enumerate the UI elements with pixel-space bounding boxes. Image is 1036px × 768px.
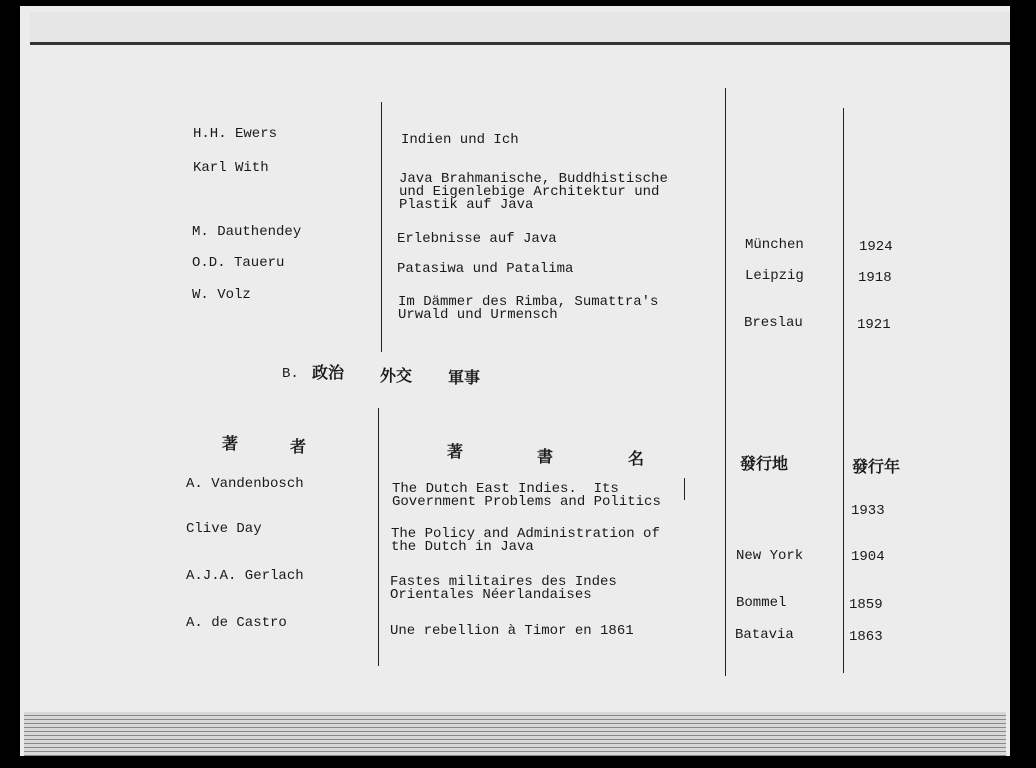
author-cell: M. Dauthendey: [192, 224, 302, 240]
header-title-char: 書: [537, 447, 554, 466]
header-title-char: 名: [628, 449, 645, 468]
year-cell: 1921: [857, 317, 891, 333]
title-cell: Java Brahmanische, Buddhistische und Eigenlebige Architektur und Plastik auf Java: [399, 171, 668, 213]
author-cell: H.H. Ewers: [193, 126, 278, 142]
title-cell: Une rebellion à Timor en 1861: [390, 623, 634, 639]
place-cell: Leipzig: [745, 268, 804, 284]
column-divider-place-year: [843, 108, 844, 673]
section-b-word-military: 軍事: [448, 368, 481, 387]
author-cell: A. de Castro: [186, 615, 287, 631]
header-author-char: 者: [290, 437, 307, 456]
author-cell: A.J.A. Gerlach: [186, 568, 304, 584]
year-cell: 1933: [851, 503, 885, 519]
column-divider-author-title-upper: [381, 102, 382, 352]
title-cell: Erlebnisse auf Java: [397, 231, 557, 247]
author-cell: O.D. Taueru: [192, 255, 285, 271]
header-title-char: 著: [447, 442, 464, 461]
section-b-prefix: B.: [282, 366, 299, 382]
column-divider-author-title-lower: [378, 408, 379, 666]
year-cell: 1924: [859, 239, 893, 255]
section-b-word-diplomacy: 外交: [380, 366, 413, 385]
stacked-page-edges: [24, 712, 1006, 756]
author-cell: A. Vandenbosch: [186, 476, 304, 492]
year-cell: 1904: [851, 549, 885, 565]
place-cell: New York: [736, 548, 804, 564]
title-cell: Fastes militaires des Indes Orientales Néerlandaises: [390, 574, 617, 603]
author-cell: W. Volz: [192, 287, 251, 303]
place-cell: München: [745, 237, 804, 253]
place-cell: Bommel: [736, 595, 787, 611]
title-cell: Im Dämmer des Rimba, Sumattra's Urwald und Urmensch: [398, 294, 659, 323]
section-b-word-politics: 政治: [312, 363, 345, 382]
title-cell: Indien und Ich: [401, 132, 519, 148]
title-cell: The Dutch East Indies. Its Government Problems and Politics: [392, 481, 661, 510]
author-cell: Karl With: [193, 160, 269, 176]
year-cell: 1859: [849, 597, 883, 613]
previous-page-edge: [30, 12, 1010, 45]
header-place: 發行地: [740, 454, 789, 473]
year-cell: 1863: [849, 629, 883, 645]
title-cell: The Policy and Administration of the Dutch in Java: [391, 526, 660, 555]
title-bracket-mark: [684, 478, 685, 500]
place-cell: Batavia: [735, 627, 794, 643]
place-cell: Breslau: [744, 315, 803, 331]
author-cell: Clive Day: [186, 521, 262, 537]
header-author-char: 著: [222, 434, 239, 453]
column-divider-title-place: [725, 88, 726, 676]
year-cell: 1918: [858, 270, 892, 286]
title-cell: Patasiwa und Patalima: [397, 261, 574, 277]
header-year: 發行年: [852, 457, 901, 476]
